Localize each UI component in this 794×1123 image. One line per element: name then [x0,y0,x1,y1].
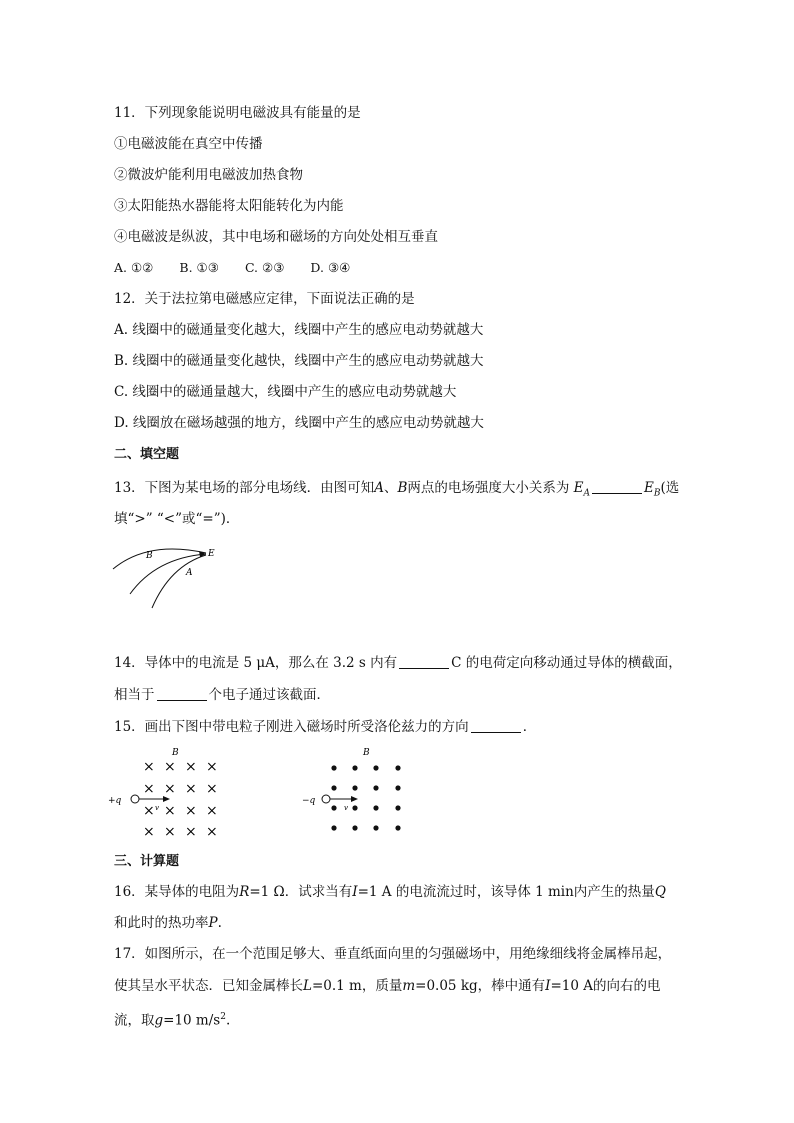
field-dot-mark [373,825,378,830]
q11-item-3: ③太阳能热水器能将太阳能转化为内能 [114,198,344,214]
q13-text-1: 13．下图为某电场的部分电场线．由图可知 [114,480,375,496]
q14-line-2 [114,686,330,704]
field-cross-mark: × [185,759,197,775]
q12-option-c: C. 线圈中的磁通量越大，线圈中产生的感应电动势就越大 [114,384,457,400]
field-cross-mark: × [206,803,218,819]
q16-line-1 [114,883,666,901]
q14-line-1 [114,654,682,672]
q11-options [114,259,376,277]
q13-line-2: 填“>” “<”或“=”)． [114,511,240,527]
field-dot-mark [352,785,357,790]
field-line-3 [152,555,206,608]
fig2-label-v: v [344,804,348,812]
field-label-a: A [186,568,193,578]
field-dot-mark [395,825,400,830]
q17-text-2: =0.1 m，质量 [311,978,403,994]
q11-option-b: B. ①③ [179,260,219,275]
field-cross-mark: × [143,824,155,840]
field-dot-mark [352,825,357,830]
q11-option-c: C. ②③ [244,260,285,275]
q14-text-1: 14．导体中的电流是 5 μA，那么在 3.2 s 内有 [114,655,398,671]
field-dot-mark [373,785,378,790]
field-cross-mark: × [164,824,176,840]
fig2-label-b: B [363,748,370,758]
fig1-label-v: v [155,804,159,812]
q16-text-1: 16．某导体的电阻为 [114,884,240,900]
field-cross-mark: × [143,803,155,819]
q17-line-1: 17．如图所示，在一个范围足够大、垂直纸面向里的匀强磁场中，用绝缘细线将金属棒吊起， [114,946,672,962]
q11-stem: 11．下列现象能说明电磁波具有能量的是 [114,105,361,121]
section-fill-in: 二、填空题 [114,447,180,462]
q17-text-6: =10 m/s [163,1012,221,1029]
q15-text: 15．画出下图中带电粒子刚进入磁场时所受洛伦兹力的方向 [114,719,469,735]
q11-option-a: A. ①② [114,260,154,275]
q17-text-3: =0.05 kg，棒中通有 [415,978,546,994]
q17-m: m [402,978,416,994]
q16-r: R [239,884,250,900]
q14-charge-blank[interactable] [399,654,449,669]
q13-e-symbol-b: E [644,480,654,496]
field-dot-mark [352,765,357,770]
field-cross-mark: × [185,803,197,819]
field-cross-mark: × [206,781,218,797]
field-cross-mark: × [143,781,155,797]
q13-answer-blank[interactable] [592,479,642,494]
q12-option-a: A. 线圈中的磁通量变化越大，线圈中产生的感应电动势就越大 [114,322,484,338]
q17-text-4: =10 A的向右的电 [550,978,661,994]
field-cross-mark: × [143,759,155,775]
q16-q: Q [654,884,666,900]
field-dot-mark [331,805,336,810]
q16-line-2 [114,914,222,932]
q12-option-d: D. 线圈放在磁场越强的地方，线圈中产生的感应电动势就越大 [114,415,484,431]
q13-e-symbol-a: E [573,480,584,496]
q16-text-4: 和此时的热功率 [114,915,209,931]
q13-sub-a: A [583,488,591,499]
q17-g: g [154,1012,164,1029]
q13-eb [644,480,661,499]
q13-text-3: (选 [660,480,680,496]
q13-line-1 [114,479,679,503]
field-dot-mark [331,765,336,770]
dot-grid [331,765,400,830]
field-dot-mark [331,825,336,830]
q17-line-3 [114,1008,230,1030]
q13-and: 、 [383,480,398,496]
fig1-particle [131,795,139,803]
q16-p: P [208,915,218,931]
q12-option-b: B. 线圈中的磁通量变化越快，线圈中产生的感应电动势就越大 [114,353,484,369]
electric-field-figure [108,538,228,614]
magnetic-field-out-figure [296,742,416,842]
q16-text-3: =1 A 的电流流过时，该导体 1 min内产生的热量 [357,884,655,900]
field-dot-mark [373,805,378,810]
q16-text-5: . [217,915,222,931]
fig1-label-b: B [172,748,179,758]
field-cross-mark: × [206,824,218,840]
field-dot-mark [373,765,378,770]
fig2-arrow-head [351,796,358,802]
q17-line-2 [114,977,661,995]
q11-item-4: ④电磁波是纵波，其中电场和磁场的方向处处相互垂直 [114,229,438,245]
field-cross-mark: × [185,824,197,840]
q17-sup: 2 [220,1012,226,1022]
q17-l: L [303,978,312,994]
fig2-label-charge: −q [302,796,316,806]
q15-line [114,718,536,736]
field-line-1 [113,549,206,569]
q14-text-4: 个电子通过该截面． [208,687,330,703]
q13-point-a: A [374,480,384,496]
field-label-b: B [146,551,153,561]
field-dot-mark [395,785,400,790]
q11-item-2: ②微波炉能利用电磁波加热食物 [114,167,303,183]
field-cross-mark: × [206,759,218,775]
q11-option-d: D. ③④ [310,260,351,275]
field-cross-mark: × [164,759,176,775]
q17-text-7: . [225,1012,231,1029]
field-dot-mark [331,785,336,790]
fig1-label-charge: +q [108,796,122,806]
field-cross-mark: × [185,781,197,797]
q17-i: I [545,978,551,994]
q14-text-3: 相当于 [114,687,155,703]
field-cross-mark: × [164,803,176,819]
magnetic-field-in-figure [108,742,228,842]
q17-text-1: 使其呈水平状态．已知金属棒长 [114,978,303,994]
q13-ea [573,480,591,499]
q17-text-5: 流，取 [114,1012,155,1029]
field-dot-mark [395,805,400,810]
q11-item-1: ①电磁波能在真空中传播 [114,136,263,152]
section-calculation: 三、计算题 [114,854,180,869]
field-label-e: E [208,549,215,559]
field-dot-mark [352,805,357,810]
q15-end: ． [522,719,537,735]
field-cross-mark: × [164,781,176,797]
q16-i: I [352,884,358,900]
q13-text-2: 两点的电场强度大小关系为 [407,480,570,496]
q13-sub-b: B [653,488,661,499]
q14-electron-blank[interactable] [157,686,207,701]
q12-stem: 12．关于法拉第电磁感应定律，下面说法正确的是 [114,291,415,307]
q16-text-2: =1 Ω．试求当有 [249,884,353,900]
q13-point-b: B [397,480,408,496]
q14-text-2: C 的电荷定向移动通过导体的横截面， [451,655,682,671]
fig2-particle [322,795,330,803]
field-dot-mark [395,765,400,770]
q15-answer-blank[interactable] [471,718,521,733]
